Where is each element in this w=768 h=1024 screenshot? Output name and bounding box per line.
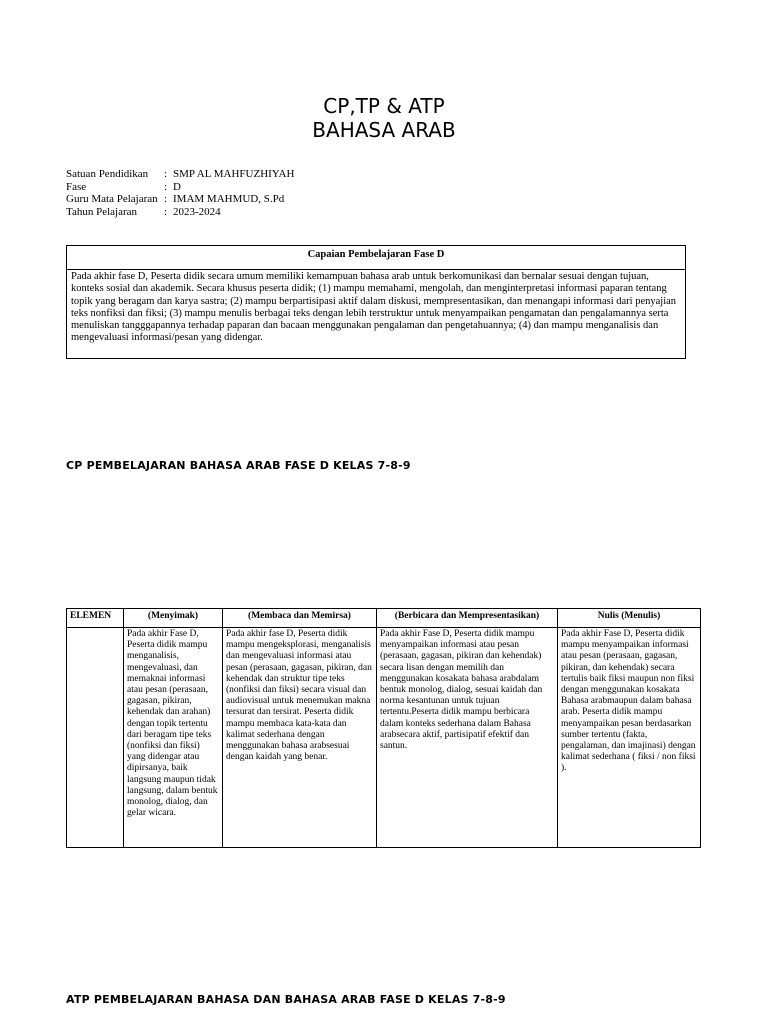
- cell-menulis: Pada akhir Fase D, Peserta didik mampu menyampaikan informasi atau pesan (perasaan, gagasan, pikiran, dan kehendak) secara tertulis baik fiksi maupun non fiksi dengan menggunakan kosakata Bahasa arabmaupun dalam bahasa arab. Peserta didik mampu menyampaikan pesan berdasarkan sumber tertentu (fakta, pengalaman, dan imajinasi) dengan kalimat sederhana ( fiksi / non fiksi ).: [558, 628, 701, 848]
- capaian-box: [66, 245, 686, 359]
- elemen-table: [66, 608, 701, 848]
- cell-elemen: [67, 628, 124, 848]
- section-heading-cp: CP PEMBELAJARAN BAHASA ARAB FASE D KELAS 7-8-9: [66, 459, 411, 472]
- document-subtitle: BAHASA ARAB: [312, 118, 456, 142]
- header-elemen: ELEMEN: [67, 609, 124, 628]
- header-membaca: (Membaca dan Memirsa): [223, 609, 377, 628]
- document-title: CP,TP & ATP: [323, 94, 445, 118]
- school-info-block: [66, 168, 294, 218]
- capaian-body: Pada akhir fase D, Peserta didik secara umum memiliki kemampuan bahasa arab untuk berkomunikasi dan bernalar sesuai dengan tujuan, konteks sosial dan akademik. Secara khusus peserta didik; (1) mampu memahami, mengolah, dan menginterpretasi informasi paparan tentang topik yang beragam dan karya sastra; (2) mampu berpartisipasi aktif dalam diskusi, mempresentasikan, dan menangapi informasi dari penyajian teks nonfiksi dan fiksi; (3) mampu menulis berbagai teks dengan lebih terstruktur untuk menyampaikan pengamatan dan pengalamannya serta menuliskan tangggapannya terhadap paparan dan bacaan menggunakan pengalaman dan pengetahuannya; (4) dan mampu menganalisis dan mengevaluasi informasi/pesan yang didengar.: [71, 271, 677, 344]
- capaian-header: Capaian Pembelajaran Fase D: [67, 246, 685, 270]
- info-label: Satuan Pendidikan: [66, 168, 149, 180]
- info-row-fase: Fase : D: [66, 180, 181, 193]
- info-value: D: [173, 180, 181, 193]
- info-row-tahun: Tahun Pelajaran : 2023-2024: [66, 205, 221, 218]
- header-menulis: Nulis (Menulis): [558, 609, 701, 628]
- section-heading-atp: ATP PEMBELAJARAN BAHASA DAN BAHASA ARAB FASE D KELAS 7-8-9: [66, 993, 506, 1006]
- table-row: [67, 628, 701, 848]
- info-value: 2023-2024: [173, 205, 221, 218]
- info-label: Tahun Pelajaran: [66, 205, 138, 218]
- info-row-guru: Guru Mata Pelajaran : IMAM MAHMUD, S.Pd: [66, 193, 285, 205]
- header-menyimak: (Menyimak): [124, 609, 223, 628]
- cell-berbicara: Pada akhir Fase D, Peserta didik mampu menyampaikan informasi atau pesan (perasaan, gagasan, pikiran dan kehendak) secara lisan dengan memilih dan menggunakan kosakata bahasa arabdalam bentuk monolog, dialog, sesuai kaidah dan norma kesantunan untuk tujuan tertentu.Peserta didik mampu berbicara dalam konteks sederhana dalam Bahasa arabsecara aktif, partisipatif efektif dan santun.: [377, 628, 558, 848]
- info-label: Fase: [66, 180, 87, 193]
- info-label: Guru Mata Pelajaran: [66, 193, 158, 205]
- cell-menyimak: Pada akhir Fase D, Peserta didik mampu menganalisis, mengevaluasi, dan memaknai informasi atau pesan (perasaan, gagasan, pikiran, kehendak dan arahan) dengan topik tertentu dari beragam tipe teks (nonfiksi dan fiksi) yang didengar atau dipirsanya, baik langsung maupun tidak langsung, dalam bentuk monolog, dialog, dan gelar wicara.: [124, 628, 223, 848]
- info-row-satuan: Satuan Pendidikan : SMP AL MAHFUZHIYAH: [66, 168, 295, 180]
- cell-membaca: Pada akhir fase D, Peserta didik mampu mengeksplorasi, menganalisis dan mengevaluasi informasi atau pesan (perasaan, gagasan, pikiran, dan kehendak dan struktur tipe teks (nonfiksi dan fiksi) secara visual dan audiovisual untuk menemukan makna tersurat dan tersirat. Peserta didik mampu membaca kata-kata dan kalimat sederhana dengan menggunakan bahasa arabsesuai dengan kaidah yang benar.: [223, 628, 377, 848]
- info-value: IMAM MAHMUD, S.Pd: [173, 193, 285, 205]
- header-berbicara: (Berbicara dan Mempresentasikan): [377, 609, 558, 628]
- table-header-row: [67, 609, 701, 628]
- info-value: SMP AL MAHFUZHIYAH: [173, 168, 295, 180]
